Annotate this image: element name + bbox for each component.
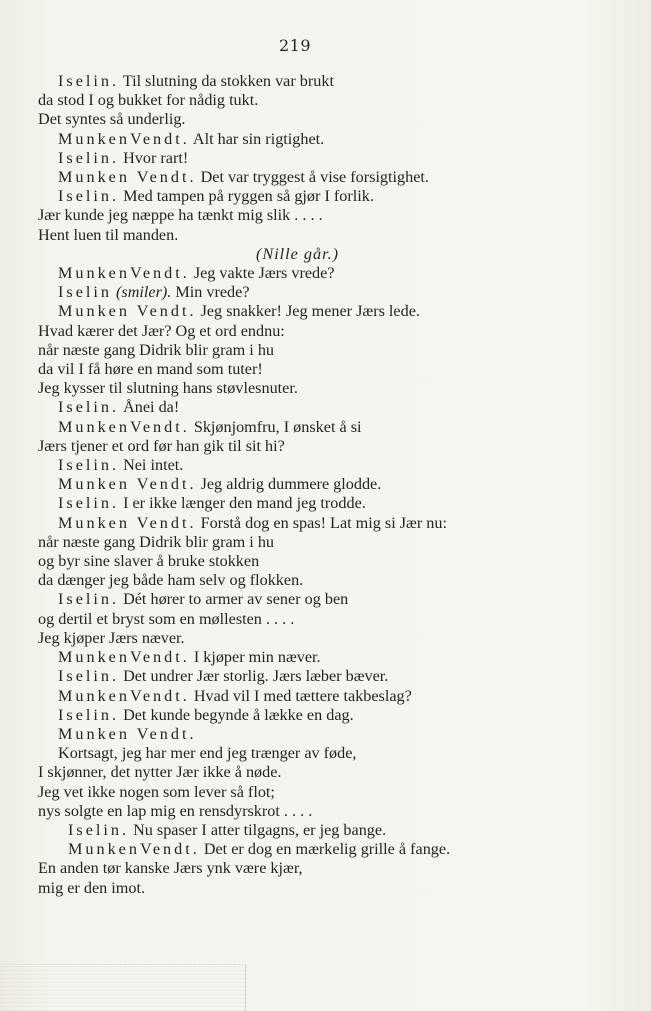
dialogue-text: Jeg snakker! Jeg mener Jærs lede. bbox=[196, 302, 420, 321]
dialogue-text: En anden tør kanske Jærs ynk være kjær, bbox=[38, 859, 303, 878]
dialogue-text: Det var tryggest å vise forsigtighet. bbox=[196, 168, 429, 187]
play-text bbox=[38, 72, 598, 898]
dialogue-text: I kjøper min næver. bbox=[189, 648, 321, 667]
text-line bbox=[38, 533, 598, 552]
text-line bbox=[38, 187, 598, 206]
speaker-name: MunkenVendt. bbox=[58, 129, 190, 148]
text-line bbox=[38, 360, 598, 379]
text-line bbox=[38, 744, 598, 763]
speaker-name: MunkenVendt. bbox=[58, 417, 190, 436]
speaker-name: Iselin. bbox=[58, 590, 120, 609]
speaker-name: Iselin. bbox=[58, 187, 120, 206]
dialogue-text: Jærs tjener et ord før han gik til sit hi? bbox=[38, 436, 285, 455]
text-line bbox=[38, 302, 598, 321]
dialogue-text: når næste gang Didrik blir gram i hu bbox=[38, 532, 275, 551]
text-line bbox=[38, 802, 598, 821]
stage-direction: (smiler). bbox=[111, 283, 172, 302]
speaker-name: Iselin. bbox=[58, 494, 120, 513]
dialogue-text: og dertil et bryst som en møllesten . . . . bbox=[38, 609, 295, 628]
dialogue-text: Jeg vet ikke nogen som lever så flot; bbox=[38, 782, 275, 801]
text-line bbox=[38, 706, 598, 725]
speaker-name: Munken Vendt. bbox=[58, 302, 197, 321]
stage-direction: (Nille går.) bbox=[256, 244, 340, 263]
text-line bbox=[38, 725, 598, 744]
text-line bbox=[38, 763, 598, 782]
dialogue-text: Forstå dog en spas! Lat mig si Jær nu: bbox=[196, 513, 447, 532]
dialogue-text: Nu spaser I atter tilgagns, er jeg bange. bbox=[129, 820, 387, 839]
dialogue-text: da dænger jeg både ham selv og flokken. bbox=[38, 571, 304, 590]
dialogue-text: når næste gang Didrik blir gram i hu bbox=[38, 340, 275, 359]
page-number: 219 bbox=[278, 36, 312, 55]
speaker-name: Munken Vendt. bbox=[58, 513, 197, 532]
text-line bbox=[38, 149, 598, 168]
text-line bbox=[38, 341, 598, 360]
dialogue-text: Alt har sin rigtighet. bbox=[189, 129, 325, 148]
text-line bbox=[38, 821, 598, 840]
text-line bbox=[38, 72, 598, 91]
text-line bbox=[38, 552, 598, 571]
text-line bbox=[38, 379, 598, 398]
dialogue-text: Hvad kærer det Jær? Og et ord endnu: bbox=[38, 321, 285, 340]
speaker-name: MunkenVendt. bbox=[58, 648, 190, 667]
text-line bbox=[38, 610, 598, 629]
text-line bbox=[38, 456, 598, 475]
dialogue-text: da stod I og bukket for nådig tukt. bbox=[38, 91, 259, 110]
text-line bbox=[38, 571, 598, 590]
speaker-name: MunkenVendt. bbox=[58, 686, 190, 705]
dialogue-text: Dét hører to armer av sener og ben bbox=[119, 590, 349, 609]
text-line bbox=[38, 283, 598, 302]
text-line bbox=[38, 840, 598, 859]
dialogue-text: Det undrer Jær storlig. Jærs læber bæver. bbox=[119, 667, 389, 686]
text-line bbox=[38, 667, 598, 686]
dialogue-text: Hvor rart! bbox=[119, 148, 189, 167]
speaker-name: Iselin. bbox=[58, 456, 120, 475]
dialogue-text: mig er den imot. bbox=[38, 878, 145, 897]
dialogue-text: da vil I få høre en mand som tuter! bbox=[38, 360, 263, 379]
speaker-name: Munken Vendt. bbox=[58, 724, 197, 743]
dialogue-text: Hent luen til manden. bbox=[38, 225, 179, 244]
speaker-name: Iselin. bbox=[58, 148, 120, 167]
speaker-name: Iselin. bbox=[58, 72, 120, 90]
text-line bbox=[38, 110, 598, 129]
dialogue-text: I skjønner, det nytter Jær ikke å nøde. bbox=[38, 763, 282, 782]
dialogue-text: Til slutning da stokken var brukt bbox=[119, 72, 334, 90]
speaker-name: Iselin bbox=[58, 283, 112, 302]
dialogue-text: Det kunde begynde å lække en dag. bbox=[119, 705, 354, 724]
dialogue-text: og byr sine slaver å bruke stokken bbox=[38, 552, 260, 571]
text-line bbox=[38, 437, 598, 456]
speaker-name: Iselin. bbox=[58, 667, 120, 686]
speaker-name: Munken Vendt. bbox=[58, 168, 197, 187]
scan-artifact bbox=[0, 964, 246, 1011]
text-line bbox=[38, 130, 598, 149]
dialogue-text: Ånei da! bbox=[119, 398, 180, 417]
dialogue-text: Jeg vakte Jærs vrede? bbox=[189, 264, 335, 283]
text-line bbox=[38, 783, 598, 802]
text-line bbox=[38, 398, 598, 417]
dialogue-text: Jeg kjøper Jærs næver. bbox=[38, 628, 185, 647]
dialogue-text: Hvad vil I med tættere takbeslag? bbox=[189, 686, 412, 705]
speaker-name: MunkenVendt. bbox=[58, 264, 190, 283]
dialogue-text: Jeg aldrig dummere glodde. bbox=[196, 475, 382, 494]
text-line bbox=[38, 494, 598, 513]
text-line bbox=[38, 879, 598, 898]
text-line bbox=[38, 629, 598, 648]
text-line bbox=[38, 206, 598, 225]
dialogue-text: Jeg kysser til slutning hans støvlesnuter. bbox=[38, 379, 298, 398]
dialogue-text: Med tampen på ryggen så gjør I forlik. bbox=[119, 187, 374, 206]
text-line bbox=[38, 687, 598, 706]
text-line bbox=[38, 590, 598, 609]
text-line bbox=[38, 91, 598, 110]
speaker-name: Iselin. bbox=[58, 398, 120, 417]
text-line bbox=[38, 168, 598, 187]
dialogue-text: Min vrede? bbox=[171, 283, 250, 302]
speaker-name: MunkenVendt. bbox=[68, 840, 200, 859]
text-line bbox=[38, 264, 598, 283]
dialogue-text: nys solgte en lap mig en rensdyrskrot . . . . bbox=[38, 801, 313, 820]
speaker-name: Munken Vendt. bbox=[58, 475, 197, 494]
dialogue-text: Det er dog en mærkelig grille å fange. bbox=[199, 840, 451, 859]
dialogue-text: Nei intet. bbox=[119, 456, 184, 475]
speaker-name: Iselin. bbox=[68, 820, 130, 839]
text-line bbox=[38, 322, 598, 341]
text-line bbox=[38, 648, 598, 667]
dialogue-text: Jær kunde jeg næppe ha tænkt mig slik . . . . bbox=[38, 206, 323, 225]
text-line bbox=[38, 418, 598, 437]
speaker-name: Iselin. bbox=[58, 705, 120, 724]
dialogue-text: Skjønjomfru, I ønsket å si bbox=[189, 417, 362, 436]
dialogue-text: I er ikke længer den mand jeg trodde. bbox=[119, 494, 366, 513]
dialogue-text: Det syntes så underlig. bbox=[38, 110, 186, 129]
text-line bbox=[38, 859, 598, 878]
dialogue-text: Kortsagt, jeg har mer end jeg trænger av føde, bbox=[58, 744, 357, 763]
text-line bbox=[38, 475, 598, 494]
text-line bbox=[38, 226, 598, 245]
text-line bbox=[38, 514, 598, 533]
